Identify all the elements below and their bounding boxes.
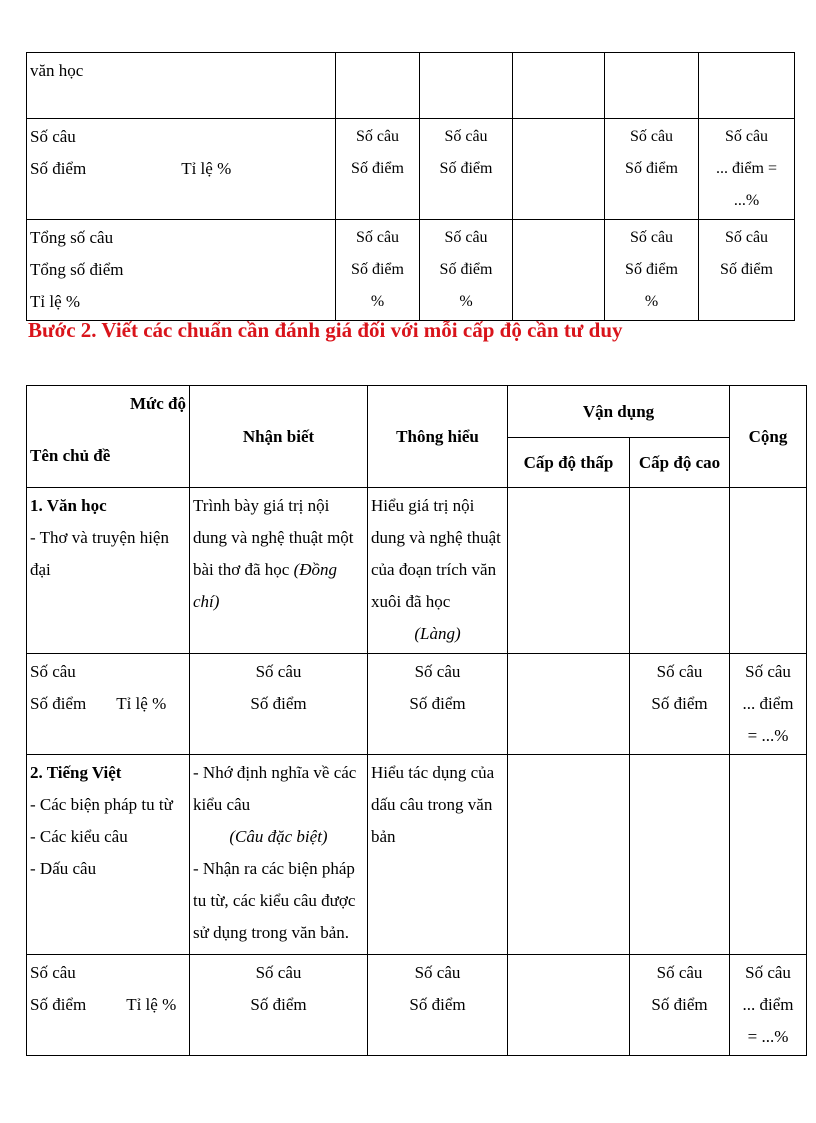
table-row: Số câu Số điểm Tỉ lệ % Số câu Số điểm Số câu Số điểm Số câu Số điểm Số câu ... điểm = ...% <box>27 654 807 755</box>
header-cong: Cộng <box>730 386 807 488</box>
topic-cell: 2. Tiếng Việt - Các biện pháp tu từ - Các kiểu câu - Dấu câu <box>27 755 190 955</box>
thong-hieu-cell: Hiểu giá trị nội dung và nghệ thuật của đoạn trích văn xuôi đã học (Làng) <box>368 488 508 654</box>
nhan-biet-cell: - Nhớ định nghĩa về các kiểu câu (Câu đặc biệt) - Nhận ra các biện pháp tu từ, các kiểu câu được sử dụng trong văn bản. <box>190 755 368 955</box>
row-label-cell: Số câu Số điểm Tỉ lệ % <box>27 119 336 220</box>
topic-cell: 1. Văn học - Thơ và truyện hiện đại <box>27 488 190 654</box>
top-matrix-table <box>26 52 795 321</box>
header-nhan-biet: Nhận biết <box>190 386 368 488</box>
row-label-cell: Tổng số câu Tổng số điểm Tỉ lệ % <box>27 220 336 321</box>
header-diagonal-cell: Mức độ Tên chủ đề <box>27 386 190 488</box>
header-row <box>27 386 807 438</box>
table-row: Số câu Số điểm Tỉ lệ % Số câu Số điểm Số câu Số điểm Số câu Số điểm Số câu ... điểm = ...% <box>27 955 807 1056</box>
row-label-cell: Số câu Số điểm Tỉ lệ % <box>27 955 190 1056</box>
nhan-biet-cell: Trình bày giá trị nội dung và nghệ thuật một bài thơ đã học (Đồng chí) <box>190 488 368 654</box>
table-row: Số câu Số điểm Tỉ lệ % Số câu Số điểm Số câu Số điểm Số câu Số điểm Số câu ... điểm = ...% <box>27 119 795 220</box>
row-label-cell: Số câu Số điểm Tỉ lệ % <box>27 654 190 755</box>
table-row <box>27 488 807 654</box>
thong-hieu-cell: Hiểu tác dụng của dấu câu trong văn bản <box>368 755 508 955</box>
assessment-matrix-table <box>26 385 807 1056</box>
header-cap-do-cao: Cấp độ cao <box>630 438 730 488</box>
section-heading: Bước 2. Viết các chuẩn cần đánh giá đối với mỗi cấp độ cần tư duy <box>28 318 623 342</box>
table-row <box>27 53 795 119</box>
header-thong-hieu: Thông hiểu <box>368 386 508 488</box>
table-row <box>27 755 807 955</box>
header-cap-do-thap: Cấp độ thấp <box>508 438 630 488</box>
header-van-dung: Vận dụng <box>508 386 730 438</box>
topic-cell: văn học <box>27 53 336 119</box>
table-row: Tổng số câu Tổng số điểm Tỉ lệ % Số câu Số điểm % Số câu Số điểm % Số câu Số điểm % Số câu Số điểm <box>27 220 795 321</box>
